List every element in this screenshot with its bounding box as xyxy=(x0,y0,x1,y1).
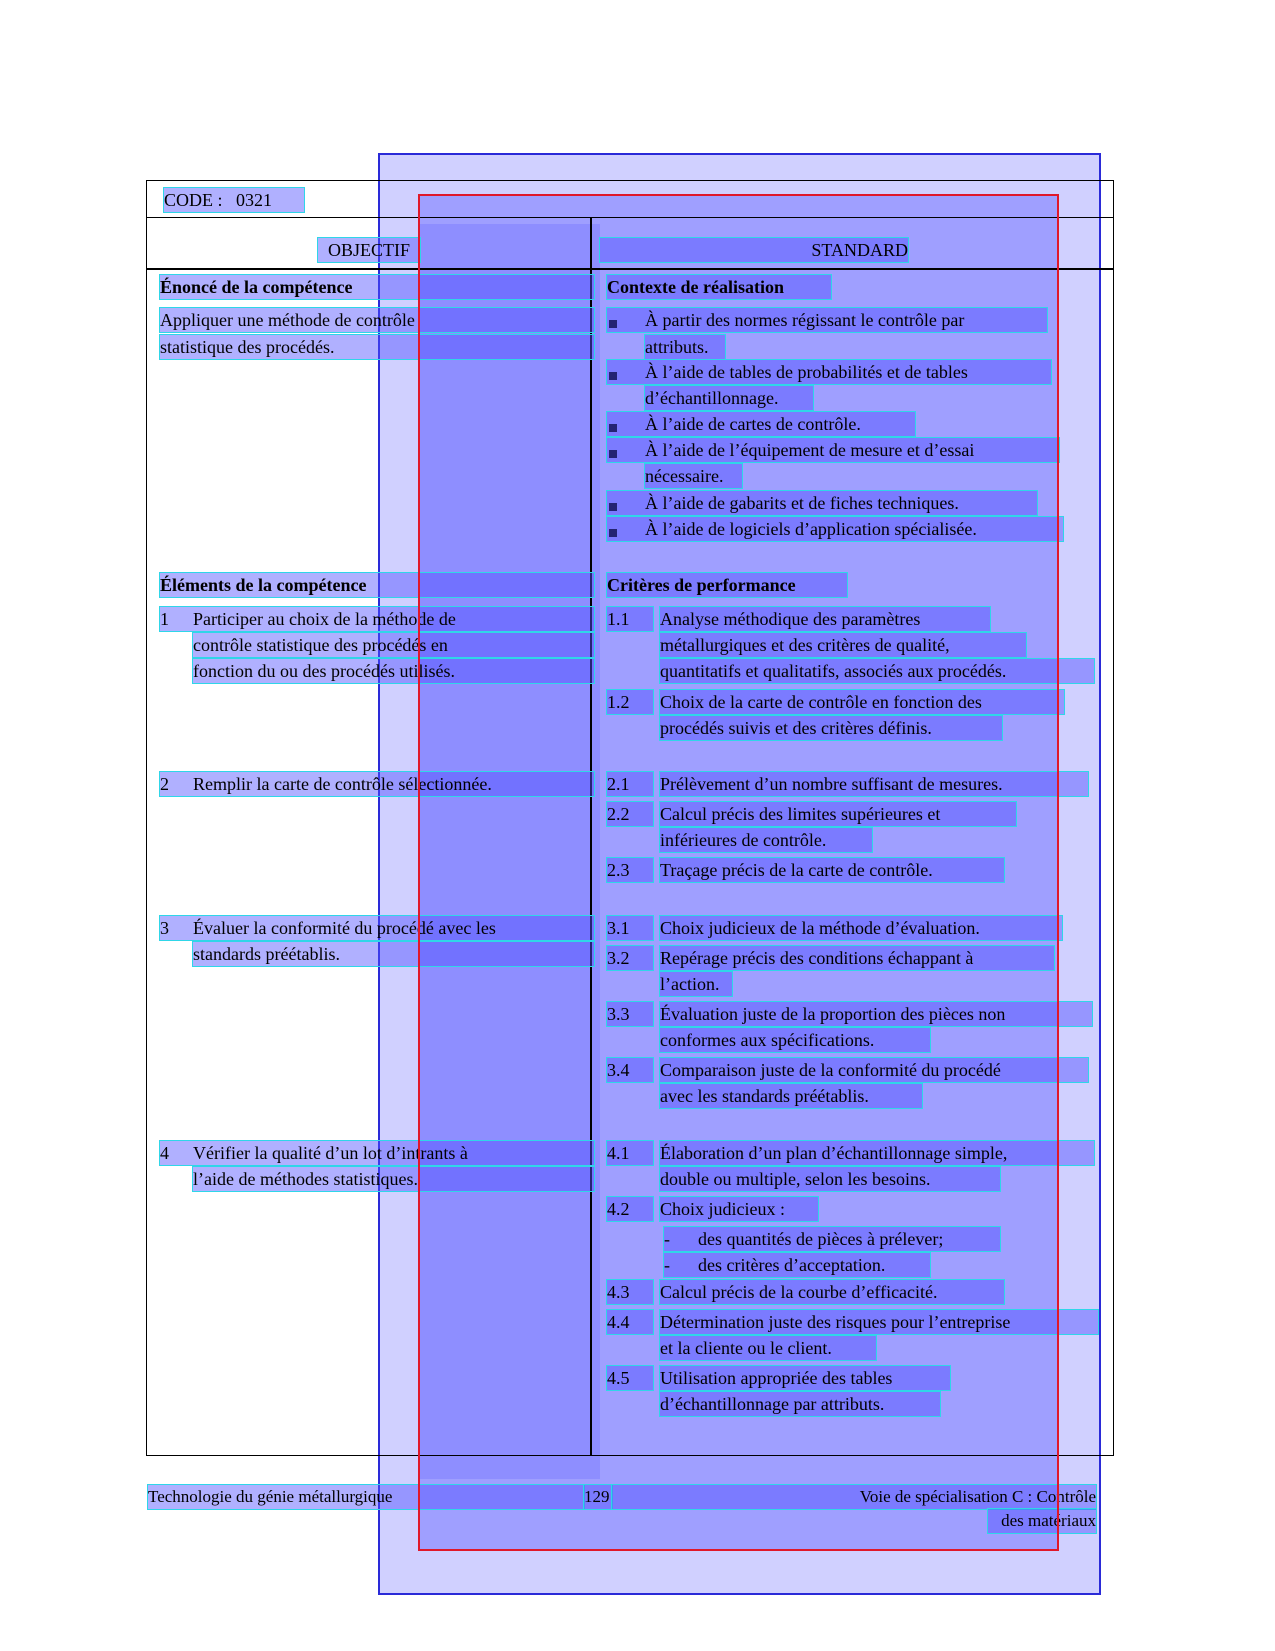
element-text: contrôle statistique des procédés en xyxy=(193,633,594,657)
critere-text: métallurgiques et des critères de qualité, xyxy=(660,633,1026,657)
elements-title: Éléments de la compétence xyxy=(160,573,594,597)
critere-text: quantitatifs et qualitatifs, associés aux procédés. xyxy=(660,659,1094,683)
critere-number: 4.3 xyxy=(607,1280,653,1304)
element-number: 4 xyxy=(160,1143,169,1163)
critere-text: Calcul précis de la courbe d’efficacité. xyxy=(660,1280,1004,1304)
contexte-item: À l’aide de l’équipement de mesure et d’essai xyxy=(607,438,1059,462)
contexte-item-cont: attributs. xyxy=(645,335,725,359)
critere-number: 4.2 xyxy=(607,1197,653,1221)
critere-text: double ou multiple, selon les besoins. xyxy=(660,1167,1000,1191)
element-text: Vérifier la qualité d’un lot d’intrants à xyxy=(193,1143,468,1163)
dash-icon: - xyxy=(664,1229,670,1249)
element-text: Évaluer la conformité du procédé avec les xyxy=(193,918,496,938)
dash-icon: - xyxy=(664,1255,670,1275)
critere-text: Repérage précis des conditions échappant à xyxy=(660,946,1054,970)
critere-number: 1.2 xyxy=(607,690,653,714)
critere-number: 2.2 xyxy=(607,802,653,826)
critere-text: Évaluation juste de la proportion des pièces non xyxy=(660,1002,1092,1026)
critere-number: 1.1 xyxy=(607,607,653,631)
critere-text: d’échantillonnage par attributs. xyxy=(660,1392,940,1416)
footer-right-line-1: Voie de spécialisation C : Contrôle xyxy=(612,1485,1096,1509)
critere-text: conformes aux spécifications. xyxy=(660,1028,930,1052)
critere-number: 2.3 xyxy=(607,858,653,882)
element-text: Remplir la carte de contrôle sélectionnée. xyxy=(193,774,492,794)
contexte-item: À l’aide de cartes de contrôle. xyxy=(607,412,915,436)
contexte-item-cont: d’échantillonnage. xyxy=(645,386,813,410)
table-right-border xyxy=(1113,180,1114,1456)
critere-text: Choix judicieux : xyxy=(660,1197,818,1221)
critere-text: Élaboration d’un plan d’échantillonnage simple, xyxy=(660,1141,1094,1165)
element-number: 3 xyxy=(160,918,169,938)
critere-number: 3.4 xyxy=(607,1058,653,1082)
critere-text: Comparaison juste de la conformité du procédé xyxy=(660,1058,1088,1082)
critere-number: 4.5 xyxy=(607,1366,653,1390)
code-label: CODE : 0321 xyxy=(164,188,304,212)
critere-text: procédés suivis et des critères définis. xyxy=(660,716,1002,740)
sub-item-text: des critères d’acceptation. xyxy=(698,1255,886,1275)
column-header-standard: STANDARD xyxy=(600,238,908,262)
contexte-title: Contexte de réalisation xyxy=(607,275,831,299)
contexte-item: À l’aide de logiciels d’application spécialisée. xyxy=(607,517,1063,541)
critere-number: 2.1 xyxy=(607,772,653,796)
critere-number: 3.1 xyxy=(607,916,653,940)
critere-text: Analyse méthodique des paramètres xyxy=(660,607,990,631)
criteres-title: Critères de performance xyxy=(607,573,847,597)
table-left-border xyxy=(146,180,147,1456)
sub-item-text: des quantités de pièces à prélever; xyxy=(698,1229,944,1249)
critere-number: 3.2 xyxy=(607,946,653,970)
critere-number: 3.3 xyxy=(607,1002,653,1026)
critere-text: l’action. xyxy=(660,972,732,996)
contexte-item-cont: nécessaire. xyxy=(645,464,742,488)
critere-text: inférieures de contrôle. xyxy=(660,828,872,852)
footer-page-number: 129 xyxy=(584,1485,612,1509)
element-number: 1 xyxy=(160,609,169,629)
column-header-objectif: OBJECTIF xyxy=(318,238,420,262)
critere-text: Choix de la carte de contrôle en fonction des xyxy=(660,690,1064,714)
critere-text: Choix judicieux de la méthode d’évaluation. xyxy=(660,916,1062,940)
contexte-item: À l’aide de gabarits et de fiches techniques. xyxy=(607,491,1037,515)
contexte-item: À l’aide de tables de probabilités et de tables xyxy=(607,360,1051,384)
element-text: Participer au choix de la méthode de xyxy=(193,609,456,629)
table-top-border xyxy=(146,180,1114,181)
footer-right-line-2: des matériaux xyxy=(988,1509,1096,1533)
critere-text: Détermination juste des risques pour l’entreprise xyxy=(660,1310,1098,1334)
element-number: 2 xyxy=(160,774,169,794)
critere-number: 4.1 xyxy=(607,1141,653,1165)
enonce-title: Énoncé de la compétence xyxy=(160,275,594,299)
critere-text: avec les standards préétablis. xyxy=(660,1084,922,1108)
element-text: l’aide de méthodes statistiques. xyxy=(193,1167,594,1191)
overlay-highlight-frame xyxy=(418,194,1059,1551)
critere-text: Calcul précis des limites supérieures et xyxy=(660,802,1016,826)
critere-number: 4.4 xyxy=(607,1310,653,1334)
enonce-text-line-1: Appliquer une méthode de contrôle xyxy=(160,308,594,332)
enonce-text-line-2: statistique des procédés. xyxy=(160,335,594,359)
element-text: standards préétablis. xyxy=(193,942,594,966)
critere-text: Utilisation appropriée des tables xyxy=(660,1366,950,1390)
critere-text: Traçage précis de la carte de contrôle. xyxy=(660,858,1004,882)
code-value: 0321 xyxy=(236,190,272,210)
footer-left: Technologie du génie métallurgique xyxy=(148,1485,584,1509)
contexte-item: À partir des normes régissant le contrôle par xyxy=(607,308,1047,332)
element-text: fonction du ou des procédés utilisés. xyxy=(193,659,594,683)
critere-text: et la cliente ou le client. xyxy=(660,1336,876,1360)
critere-text: Prélèvement d’un nombre suffisant de mesures. xyxy=(660,772,1088,796)
